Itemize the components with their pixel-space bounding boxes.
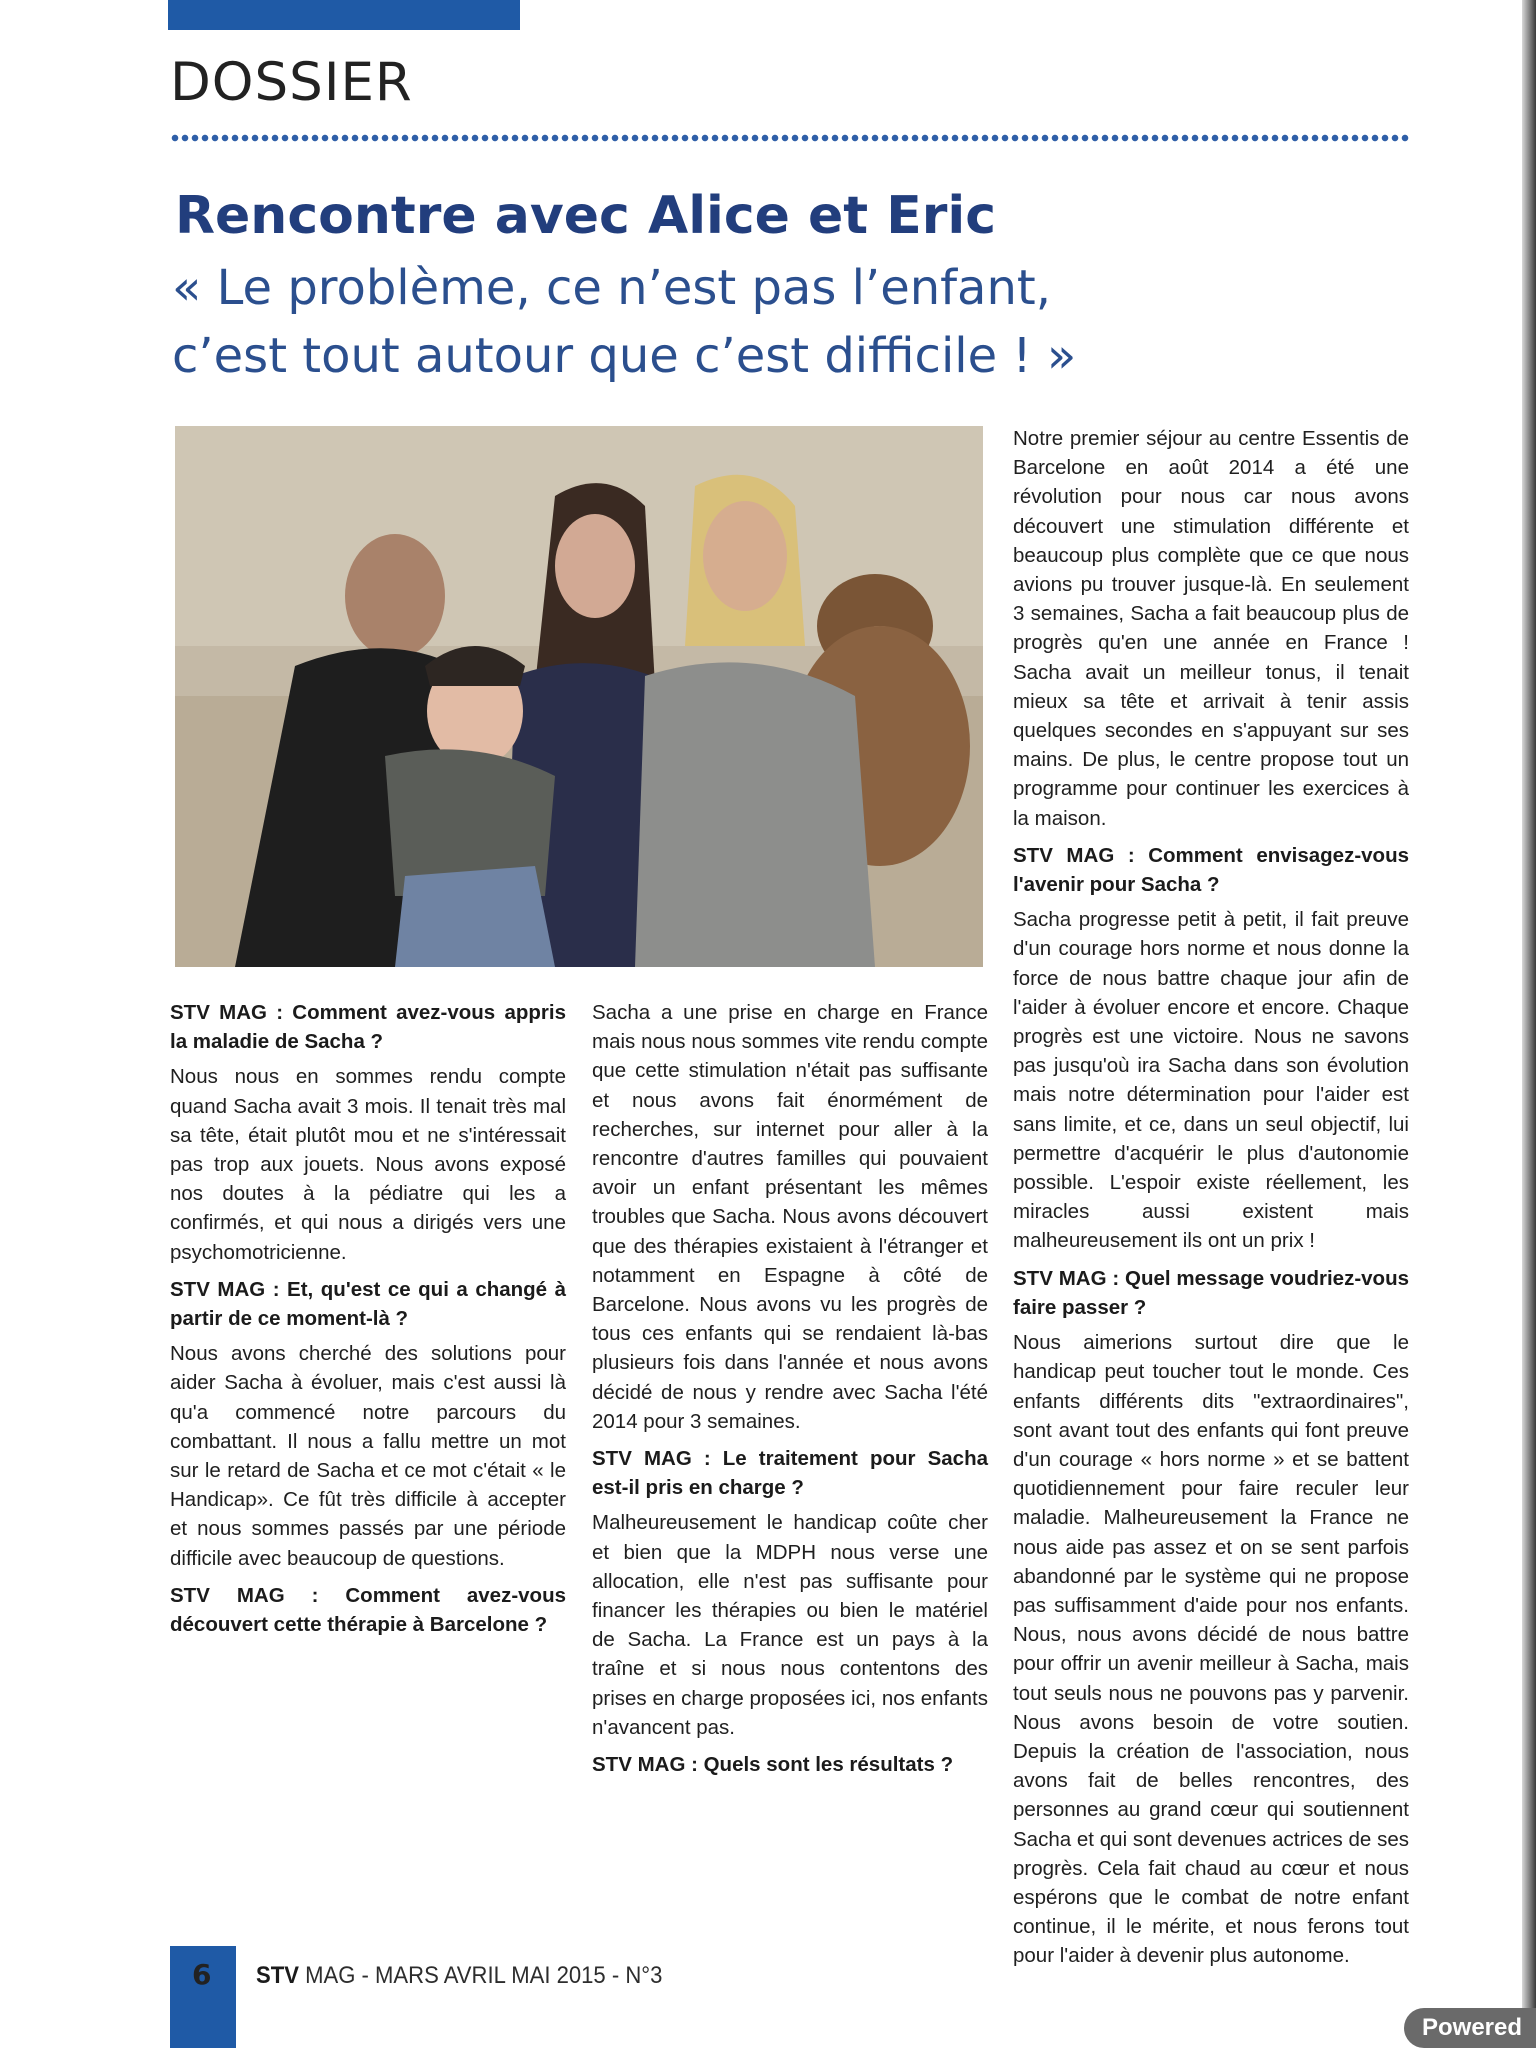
answer-1: Nous nous en sommes rendu compte quand Sacha avait 3 mois. Il tenait très mal sa tête, était plutôt mou et ne s'intéressait pas trop aux jouets. Nous avons exposé nos doutes à la pédiatre qui les a confirmés, et qui nous a dirigés vers une psychomotricienne. — [170, 1065, 566, 1264]
powered-badge[interactable]: Powered — [1404, 2008, 1536, 2048]
family-photo-illustration — [175, 426, 983, 967]
article-title: Rencontre avec Alice et Eric — [175, 186, 997, 246]
answer-7: Nous aimerions surtout dire que le handicap peut toucher tout le monde. Ces enfants différents dits "extraordinaires", sont avant tout des enfants qui font preuve d'un courage « hors norme » et se battent quotidiennement pour faire reculer leur maladie. Malheureusement la France ne nous aide pas assez et on se sent parfois abandonné par le système qui ne propose pas suffisamment d'aide pour nos enfants. Nous, nous avons décidé de nous battre pour offrir un avenir meilleur à Sacha, mais tout seuls nous ne pouvons pas y parvenir. Nous avons besoin de votre soutien. Depuis la création de l'association, nous avons fait de belles rencontres, des personnes au grand cœur qui soutiennent Sacha et qui sont devenues actrices de ses progrès. Cela fait chaud au cœur et nous espérons que le combat de notre enfant continue, il le mérite, et nous ferons tout pour l'aider à devenir plus autonome. — [1013, 1331, 1409, 1968]
question-5: STV MAG : Quels sont les résultats ? — [592, 1753, 954, 1777]
footer-issue: MAG - MARS AVRIL MAI 2015 - N°3 — [298, 1962, 663, 1989]
article-column-2 — [592, 998, 988, 1785]
page-number: 6 — [192, 1958, 212, 1991]
question-4: STV MAG : Le traitement pour Sacha est-il pris en charge ? — [592, 1447, 988, 1500]
answer-6: Sacha progresse petit à petit, il fait preuve d'un courage hors norme et nous donne la force de nous battre chaque jour afin de l'aider à évoluer encore et encore. Chaque progrès est une victoire. Nous ne savons pas jusqu'où ira Sacha dans son évolution mais notre détermination pour l'aider est sans limite, et ce, dans un seul objectif, lui permettre d'acquérir le plus d'autonomie possible. L'espoir existe réellement, les miracles aussi existent mais malheureusement ils ont un prix ! — [1013, 908, 1409, 1253]
article-quote — [172, 254, 1076, 390]
answer-3: Sacha a une prise en charge en France mais nous nous sommes vite rendu compte que cette stimulation n'était pas suffisante et nous avons fait énormément de recherches, sur internet pour aller à la rencontre d'autres familles qui pouvaient avoir un enfant présentant les mêmes troubles que Sacha. Nous avons découvert que des thérapies existaient à l'étranger et notamment en Espagne à côté de Barcelone. Nous avons vu les progrès de tous ces enfants qui se rendaient là-bas plusieurs fois dans l'année et nous avons décidé de nous y rendre avec Sacha l'été 2014 pour 3 semaines. — [592, 1001, 988, 1433]
question-6: STV MAG : Comment envisagez-vous l'avenir pour Sacha ? — [1013, 843, 1409, 897]
page-edge-shadow — [1522, 0, 1536, 2048]
footer-issue-info — [256, 1962, 662, 1990]
question-1: STV MAG : Comment avez-vous appris la maladie de Sacha ? — [170, 1001, 566, 1054]
family-photo — [175, 426, 983, 967]
dotted-divider — [170, 132, 1410, 144]
quote-line-2: c’est tout autour que c’est difficile ! » — [172, 328, 1077, 384]
question-7: STV MAG : Quel message voudriez-vous faire passer ? — [1013, 1266, 1409, 1319]
top-accent-bar — [168, 0, 520, 30]
answer-4: Malheureusement le handicap coûte cher et bien que la MDPH nous verse une allocation, elle n'est pas suffisante pour financer les thérapies ou bien le matériel de Sacha. La France est un pays à la traîne et si nous nous contentons des prises en charge proposées ici, nos enfants n'avancent pas. — [592, 1511, 988, 1739]
footer-brand: STV — [256, 1962, 299, 1989]
section-label: DOSSIER — [170, 52, 413, 113]
answer-5: Notre premier séjour au centre Essentis de Barcelone en août 2014 a été une révolution pour nous car nous avons découvert une stimulation différente et beaucoup plus complète que ce que nous avions pu trouver jusque-là. En seulement 3 semaines, Sacha a fait beaucoup plus de progrès qu'en une année en France ! Sacha avait un meilleur tonus, il tenait mieux sa tête et arrivait à tenir assis quelques secondes en s'appuyant sur ses mains. De plus, le centre propose tout un programme pour continuer les exercices à la maison. — [1013, 427, 1409, 830]
question-2: STV MAG : Et, qu'est ce qui a changé à partir de ce moment-là ? — [170, 1277, 566, 1331]
question-3: STV MAG : Comment avez-vous découvert cette thérapie à Barcelone ? — [170, 1583, 566, 1637]
answer-2: Nous avons cherché des solutions pour aider Sacha à évoluer, mais c'est aussi là qu'a commencé notre parcours du combattant. Il nous a fallu mettre un mot sur le retard de Sacha et ce mot c'était « le Handicap». Ce fût très difficile à accepter et nous sommes passés par une période difficile avec beaucoup de questions. — [170, 1342, 566, 1570]
quote-line-1: « Le problème, ce n’est pas l’enfant, — [172, 260, 1051, 316]
article-column-1 — [170, 998, 566, 1645]
article-column-3 — [1013, 424, 1409, 1979]
